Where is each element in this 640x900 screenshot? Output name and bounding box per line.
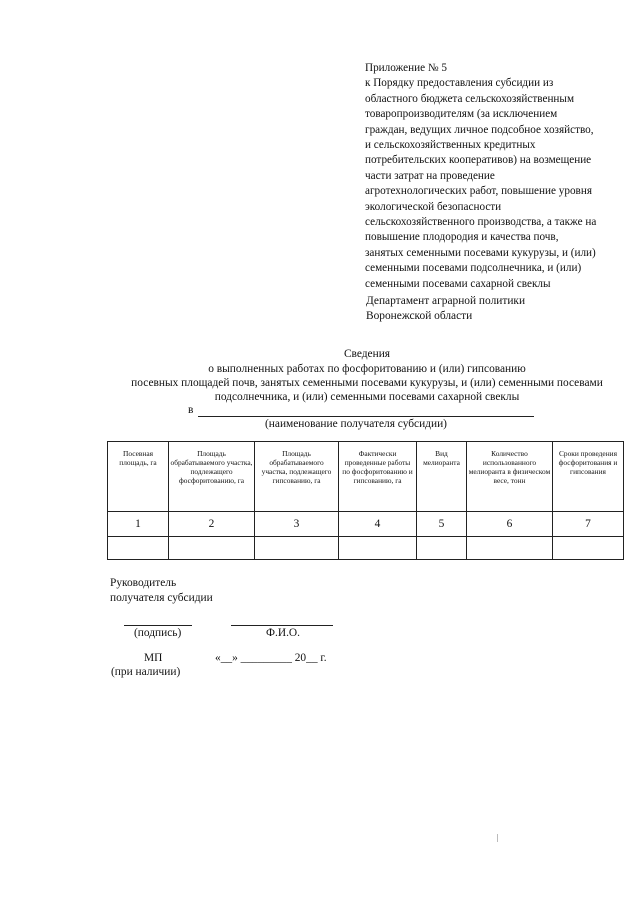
appendix-line: потребительских кооперативов) на возмещение (365, 154, 592, 167)
table-cell[interactable] (467, 537, 553, 560)
recipient-prefix: в (188, 404, 194, 416)
heading-line1: о выполненных работах по фосфоритованию и (или) гипсованию (208, 363, 526, 375)
department-line1: Департамент аграрной политики (366, 295, 526, 307)
table-header-cell: Сроки проведения фосфоритования и гипсования (553, 442, 624, 512)
works-table (107, 441, 624, 560)
appendix-title: Приложение № 5 (365, 62, 447, 74)
stamp-note: (при наличии) (111, 666, 181, 678)
head-label (110, 576, 213, 605)
appendix-line: и сельскохозяйственных кредитных (365, 139, 536, 152)
table-cell[interactable] (255, 537, 339, 560)
appendix-line: части затрат на проведение (365, 169, 495, 182)
document-title: Сведения (343, 348, 391, 360)
table-number-row (108, 512, 624, 537)
appendix-line: граждан, ведущих личное подсобное хозяйство, (365, 123, 594, 136)
appendix-line: повышение плодородия и качества почв, (365, 231, 559, 244)
table-header-cell: Площадь обрабатываемого участка, подлежащего фосфоритованию, га (169, 442, 255, 512)
department-line2: Воронежской области (366, 310, 473, 322)
table-number-cell: 3 (255, 512, 339, 537)
appendix-line: областного бюджета сельскохозяйственным (365, 92, 575, 105)
table-header-cell: Вид мелиоранта (417, 442, 467, 512)
date-field[interactable]: «__» _________ 20__ г. (215, 652, 327, 664)
table-number-cell: 2 (169, 512, 255, 537)
department-block (366, 294, 525, 324)
signature-caption: (подпись) (134, 627, 182, 639)
recipient-caption: (наименование получателя субсидии) (265, 418, 447, 430)
appendix-line: семенными посевами сахарной свеклы (365, 277, 551, 290)
heading-line3: подсолнечника, и (или) семенными посевами сахарной свеклы (214, 391, 520, 403)
appendix-line: экологической безопасности (365, 200, 502, 213)
name-caption: Ф.И.О. (266, 627, 300, 639)
table-cell[interactable] (553, 537, 624, 560)
table-header-row (108, 442, 624, 512)
table-number-cell: 6 (467, 512, 553, 537)
appendix-line: к Порядку предоставления субсидии из (365, 77, 554, 90)
scan-mark (497, 834, 498, 842)
appendix-line: агротехнологических работ, повышение уровня (365, 185, 592, 198)
table-number-cell: 7 (553, 512, 624, 537)
heading-line2: посевных площадей почв, занятых семенными посевами кукурузы, и (или) семенными посевами (131, 377, 603, 389)
table-header-cell: Количество использованного мелиоранта в физическом весе, тонн (467, 442, 553, 512)
recipient-blank-line[interactable] (198, 416, 534, 417)
table-header-cell: Посевная площадь, га (108, 442, 169, 512)
stamp-label: МП (144, 652, 163, 664)
table-header-cell: Фактически проведенные работы по фосфоритованию и гипсованию, га (339, 442, 417, 512)
table-number-cell: 1 (108, 512, 169, 537)
appendix-block (365, 61, 625, 292)
table-cell[interactable] (108, 537, 169, 560)
table-number-cell: 5 (417, 512, 467, 537)
appendix-line: занятых семенными посевами кукурузы, и (или) (365, 246, 596, 259)
table-row (108, 537, 624, 560)
appendix-line: товаропроизводителям (за исключением (365, 108, 558, 121)
head-line2: получателя субсидии (110, 591, 213, 604)
table-cell[interactable] (169, 537, 255, 560)
appendix-line: сельскохозяйственного производства, а также на (365, 216, 597, 229)
head-line1: Руководитель (110, 577, 177, 589)
table-number-cell: 4 (339, 512, 417, 537)
appendix-line: семенными посевами подсолнечника, и (или) (365, 262, 582, 275)
table-cell[interactable] (339, 537, 417, 560)
table-cell[interactable] (417, 537, 467, 560)
table-header-cell: Площадь обрабатываемого участка, подлежащего гипсованию, га (255, 442, 339, 512)
